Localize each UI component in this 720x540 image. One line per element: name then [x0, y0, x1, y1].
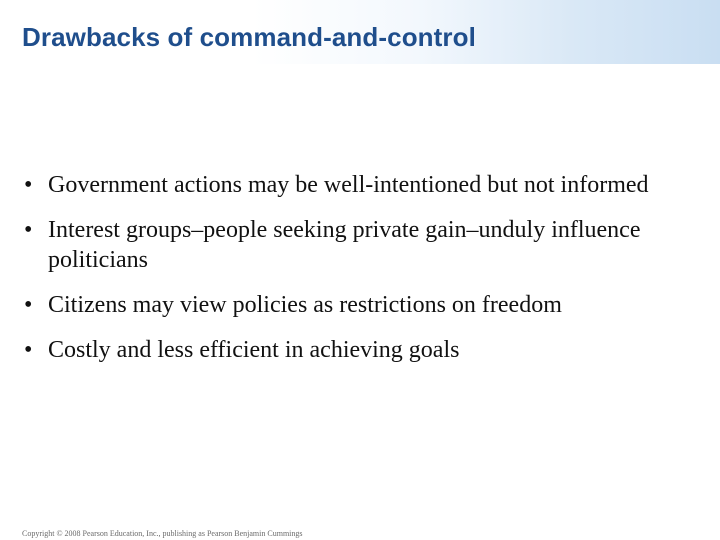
slide-title: Drawbacks of command-and-control [22, 22, 476, 52]
bullet-text: Citizens may view policies as restrictions on freedom [48, 292, 562, 318]
copyright-footer: Copyright © 2008 Pearson Education, Inc., publishing as Pearson Benjamin Cummings [22, 529, 303, 538]
bullet-item-costly [24, 335, 674, 365]
bullet-item-citizens-view [24, 290, 674, 320]
bullet-item-interest-groups [24, 215, 674, 275]
bullet-marker: • [24, 292, 33, 318]
bullet-marker: • [24, 337, 33, 363]
bullet-text: Interest groups–people seeking private gain–unduly influence politicians [48, 217, 641, 273]
bullet-marker: • [24, 217, 33, 243]
bullet-marker: • [24, 172, 33, 198]
bullet-text: Costly and less efficient in achieving goals [48, 337, 460, 363]
bullet-text: Government actions may be well-intentioned but not informed [48, 172, 649, 198]
bullet-list [24, 170, 674, 365]
bullet-item-government-actions [24, 170, 674, 200]
